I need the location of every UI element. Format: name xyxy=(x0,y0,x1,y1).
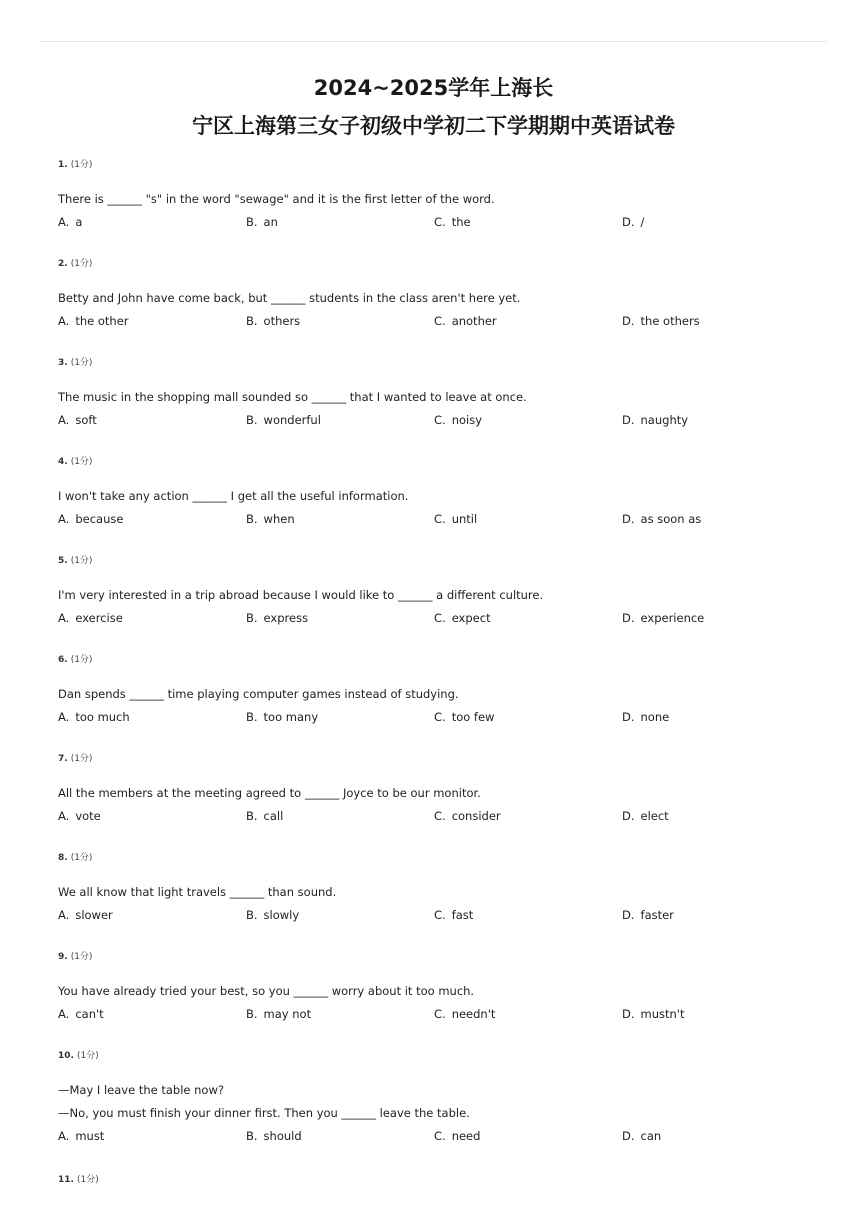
question-7 xyxy=(58,753,818,828)
option-letter: A. xyxy=(58,413,70,427)
option-letter: B. xyxy=(246,314,258,328)
question-header xyxy=(58,951,818,963)
question-11 xyxy=(58,1174,818,1186)
option-letter: B. xyxy=(246,1007,258,1021)
answer-option[interactable] xyxy=(58,706,130,729)
answer-option[interactable] xyxy=(246,310,300,333)
question-number: 5. xyxy=(58,556,68,566)
option-letter: B. xyxy=(246,908,258,922)
question-number: 9. xyxy=(58,952,68,962)
option-text: mustn't xyxy=(640,1007,685,1021)
option-letter: B. xyxy=(246,512,258,526)
option-text: can xyxy=(640,1129,662,1143)
answer-options xyxy=(58,904,818,927)
answer-option[interactable] xyxy=(434,409,482,432)
option-text: / xyxy=(640,215,645,229)
option-text: too many xyxy=(263,710,319,724)
question-header xyxy=(58,456,818,468)
answer-option[interactable] xyxy=(58,310,129,333)
option-text: the xyxy=(451,215,471,229)
question-score: (1分) xyxy=(70,556,93,566)
question-score: (1分) xyxy=(76,1051,99,1061)
option-text: should xyxy=(263,1129,302,1143)
option-letter: B. xyxy=(246,215,258,229)
option-text: too few xyxy=(451,710,495,724)
option-letter: D. xyxy=(622,413,635,427)
question-6 xyxy=(58,654,818,729)
question-header xyxy=(58,1050,818,1062)
question-header xyxy=(58,654,818,666)
option-text: must xyxy=(75,1129,105,1143)
question-stem: All the members at the meeting agreed to ______ Joyce to be our monitor. xyxy=(58,786,481,800)
question-8 xyxy=(58,852,818,927)
option-letter: C. xyxy=(434,512,446,526)
question-stem: There is ______ "s" in the word "sewage" and it is the first letter of the word. xyxy=(58,192,495,206)
question-stem: You have already tried your best, so you ______ worry about it too much. xyxy=(58,984,475,998)
option-letter: A. xyxy=(58,908,70,922)
option-text: when xyxy=(263,512,295,526)
option-text: as soon as xyxy=(640,512,702,526)
option-text: needn't xyxy=(451,1007,496,1021)
question-score: (1分) xyxy=(70,457,93,467)
option-letter: D. xyxy=(622,908,635,922)
option-letter: D. xyxy=(622,611,635,625)
option-text: slower xyxy=(75,908,113,922)
question-stem: We all know that light travels ______ than sound. xyxy=(58,885,337,899)
answer-option[interactable] xyxy=(622,211,644,234)
option-letter: A. xyxy=(58,710,70,724)
option-letter: D. xyxy=(622,512,635,526)
answer-option[interactable] xyxy=(622,1003,684,1026)
question-number: 10. xyxy=(58,1051,74,1061)
option-text: exercise xyxy=(75,611,123,625)
option-letter: C. xyxy=(434,710,446,724)
answer-option[interactable] xyxy=(622,607,704,630)
answer-option[interactable] xyxy=(622,1125,661,1148)
answer-option[interactable] xyxy=(434,805,501,828)
answer-option[interactable] xyxy=(58,805,101,828)
answer-option[interactable] xyxy=(434,310,497,333)
answer-option[interactable] xyxy=(622,805,669,828)
question-score: (1分) xyxy=(70,358,93,368)
answer-option[interactable] xyxy=(246,508,295,531)
option-text: need xyxy=(451,1129,481,1143)
option-text: call xyxy=(263,809,284,823)
answer-option[interactable] xyxy=(246,805,283,828)
option-letter: C. xyxy=(434,908,446,922)
question-header xyxy=(58,159,818,171)
question-stem: I'm very interested in a trip abroad because I would like to ______ a different culture. xyxy=(58,588,544,602)
answer-option[interactable] xyxy=(58,409,97,432)
question-number: 3. xyxy=(58,358,68,368)
question-header xyxy=(58,555,818,567)
question-header xyxy=(58,258,818,270)
answer-option[interactable] xyxy=(622,904,674,927)
question-3 xyxy=(58,357,818,432)
option-letter: D. xyxy=(622,1129,635,1143)
option-letter: A. xyxy=(58,611,70,625)
option-letter: B. xyxy=(246,710,258,724)
option-text: consider xyxy=(451,809,501,823)
option-text: a xyxy=(75,215,83,229)
answer-option[interactable] xyxy=(434,1125,480,1148)
question-stem: —No, you must finish your dinner first. Then you ______ leave the table. xyxy=(58,1106,470,1120)
option-text: slowly xyxy=(263,908,300,922)
answer-option[interactable] xyxy=(58,211,82,234)
option-letter: A. xyxy=(58,512,70,526)
question-number: 11. xyxy=(58,1175,74,1185)
question-10 xyxy=(58,1050,818,1148)
option-letter: A. xyxy=(58,314,70,328)
question-score: (1分) xyxy=(70,952,93,962)
answer-option[interactable] xyxy=(246,211,278,234)
question-header xyxy=(58,357,818,369)
option-letter: C. xyxy=(434,611,446,625)
option-letter: C. xyxy=(434,215,446,229)
answer-options xyxy=(58,1003,818,1026)
answer-option[interactable] xyxy=(622,310,700,333)
question-4 xyxy=(58,456,818,531)
option-text: fast xyxy=(451,908,474,922)
question-score: (1分) xyxy=(70,160,93,170)
option-letter: C. xyxy=(434,809,446,823)
answer-option[interactable] xyxy=(622,706,669,729)
option-letter: C. xyxy=(434,1007,446,1021)
option-letter: D. xyxy=(622,710,635,724)
question-1 xyxy=(58,159,818,234)
option-text: none xyxy=(640,710,670,724)
option-text: because xyxy=(75,512,124,526)
option-text: too much xyxy=(75,710,130,724)
question-5 xyxy=(58,555,818,630)
page-title-line-1: 2024~2025学年上海长 xyxy=(313,76,554,100)
question-number: 4. xyxy=(58,457,68,467)
option-text: vote xyxy=(75,809,101,823)
option-text: an xyxy=(263,215,278,229)
option-letter: A. xyxy=(58,1129,70,1143)
question-score: (1分) xyxy=(70,754,93,764)
question-score: (1分) xyxy=(70,259,93,269)
answer-options xyxy=(58,508,818,531)
option-letter: A. xyxy=(58,215,70,229)
question-stem: The music in the shopping mall sounded so ______ that I wanted to leave at once. xyxy=(58,390,527,404)
question-stem: —May I leave the table now? xyxy=(58,1083,224,1097)
answer-option[interactable] xyxy=(434,211,471,234)
answer-options xyxy=(58,1125,818,1148)
answer-option[interactable] xyxy=(58,508,123,531)
answer-option[interactable] xyxy=(434,706,494,729)
question-header xyxy=(58,852,818,864)
option-text: can't xyxy=(75,1007,104,1021)
answer-option[interactable] xyxy=(434,607,491,630)
answer-options xyxy=(58,607,818,630)
option-text: the others xyxy=(640,314,700,328)
option-text: others xyxy=(263,314,301,328)
question-score: (1分) xyxy=(70,853,93,863)
answer-option[interactable] xyxy=(246,607,308,630)
answer-option[interactable] xyxy=(246,1125,302,1148)
answer-option[interactable] xyxy=(246,409,321,432)
option-letter: C. xyxy=(434,314,446,328)
option-letter: D. xyxy=(622,314,635,328)
question-2 xyxy=(58,258,818,333)
question-number: 1. xyxy=(58,160,68,170)
answer-option[interactable] xyxy=(246,1003,311,1026)
question-score: (1分) xyxy=(76,1175,99,1185)
option-letter: B. xyxy=(246,1129,258,1143)
answer-options xyxy=(58,706,818,729)
answer-option[interactable] xyxy=(246,904,299,927)
question-stem: Dan spends ______ time playing computer games instead of studying. xyxy=(58,687,459,701)
question-number: 6. xyxy=(58,655,68,665)
option-text: the other xyxy=(75,314,129,328)
answer-option[interactable] xyxy=(434,508,477,531)
option-letter: A. xyxy=(58,1007,70,1021)
answer-option[interactable] xyxy=(622,508,701,531)
option-text: faster xyxy=(640,908,674,922)
question-stem: Betty and John have come back, but ______ students in the class aren't here yet. xyxy=(58,291,521,305)
option-text: soft xyxy=(75,413,97,427)
option-letter: C. xyxy=(434,1129,446,1143)
option-text: expect xyxy=(451,611,491,625)
answer-options xyxy=(58,310,818,333)
answer-option[interactable] xyxy=(58,1125,104,1148)
option-text: express xyxy=(263,611,309,625)
answer-option[interactable] xyxy=(246,706,318,729)
option-letter: B. xyxy=(246,611,258,625)
option-text: wonderful xyxy=(263,413,321,427)
question-header xyxy=(58,753,818,765)
option-letter: C. xyxy=(434,413,446,427)
option-letter: A. xyxy=(58,809,70,823)
answer-option[interactable] xyxy=(58,607,123,630)
answer-option[interactable] xyxy=(58,1003,104,1026)
answer-options xyxy=(58,805,818,828)
option-letter: B. xyxy=(246,809,258,823)
question-number: 2. xyxy=(58,259,68,269)
option-letter: B. xyxy=(246,413,258,427)
answer-options xyxy=(58,409,818,432)
option-text: another xyxy=(451,314,497,328)
option-letter: D. xyxy=(622,1007,635,1021)
answer-option[interactable] xyxy=(434,904,473,927)
answer-option[interactable] xyxy=(622,409,688,432)
question-header xyxy=(58,1174,818,1186)
option-letter: D. xyxy=(622,809,635,823)
question-score: (1分) xyxy=(70,655,93,665)
answer-option[interactable] xyxy=(58,904,113,927)
page-title-line-2: 宁区上海第三女子初级中学初二下学期期中英语试卷 xyxy=(192,114,675,138)
option-text: naughty xyxy=(640,413,689,427)
question-stem: I won't take any action ______ I get all the useful information. xyxy=(58,489,409,503)
question-number: 7. xyxy=(58,754,68,764)
answer-option[interactable] xyxy=(434,1003,495,1026)
option-text: until xyxy=(451,512,478,526)
option-text: noisy xyxy=(451,413,483,427)
answer-options xyxy=(58,211,818,234)
question-number: 8. xyxy=(58,853,68,863)
page-top-divider xyxy=(40,41,827,42)
option-text: experience xyxy=(640,611,705,625)
option-text: elect xyxy=(640,809,669,823)
question-9 xyxy=(58,951,818,1026)
option-text: may not xyxy=(263,1007,312,1021)
option-letter: D. xyxy=(622,215,635,229)
